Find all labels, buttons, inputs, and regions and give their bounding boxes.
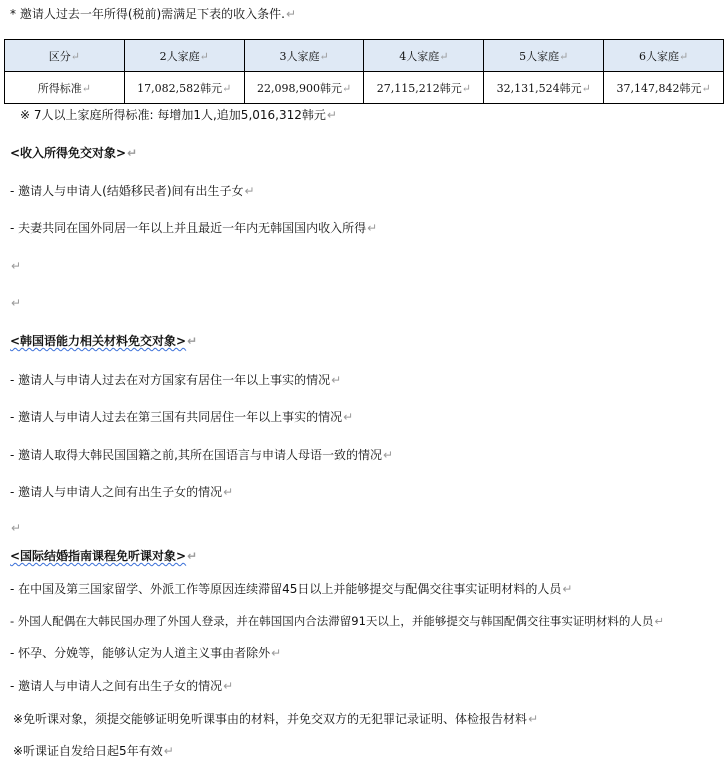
paragraph-mark: ↵ xyxy=(286,7,297,21)
section-title: <收入所得免交对象>↵ xyxy=(10,146,138,160)
table-header-cell: 5人家庭↵ xyxy=(484,40,604,72)
table-cell: 27,115,212韩元↵ xyxy=(364,72,484,104)
list-item: - 邀请人与申请人过去在第三国有共同居住一年以上事实的情况↵ xyxy=(10,410,354,424)
list-item: - 在中国及第三国家留学、外派工作等原因连续滞留45日以上并能够提交与配偶交往事实证明材料的人员↵ xyxy=(10,582,573,596)
table-cell: 17,082,582韩元↵ xyxy=(124,72,244,104)
table-cell: 所得标准↵ xyxy=(5,72,125,104)
table-cell: 22,098,900韩元↵ xyxy=(244,72,364,104)
table-header-row xyxy=(5,40,724,72)
table-cell: 32,131,524韩元↵ xyxy=(484,72,604,104)
list-item: - 邀请人取得大韩民国国籍之前,其所在国语言与申请人母语一致的情况↵ xyxy=(10,448,394,462)
section-title: <韩国语能力相关材料免交对象>↵ xyxy=(10,334,198,348)
list-item: - 邀请人与申请人之间有出生子女的情况↵ xyxy=(10,679,234,693)
list-item: - 夫妻共同在国外同居一年以上并且最近一年内无韩国国内收入所得↵ xyxy=(10,221,378,235)
income-table xyxy=(4,39,724,104)
footnote: ※听课证自发给日起5年有效↵ xyxy=(13,744,174,758)
footnote: ※免听课对象，须提交能够证明免听课事由的材料，并免交双方的无犯罪记录证明、体检报告材料↵ xyxy=(13,712,539,726)
table-header-cell: 区分↵ xyxy=(5,40,125,72)
empty-paragraph: ↵ xyxy=(11,521,22,535)
table-header-cell: 3人家庭↵ xyxy=(244,40,364,72)
list-item: - 外国人配偶在大韩民国办理了外国人登录，并在韩国国内合法滞留91天以上，并能够提交与韩国配偶交往事实证明材料的人员↵ xyxy=(10,614,665,628)
list-item: - 邀请人与申请人(结婚移民者)间有出生子女↵ xyxy=(10,184,255,198)
empty-paragraph: ↵ xyxy=(11,296,22,310)
table-cell: 37,147,842韩元↵ xyxy=(604,72,724,104)
list-item: - 邀请人与申请人之间有出生子女的情况↵ xyxy=(10,485,234,499)
intro-line xyxy=(10,6,296,22)
table-row xyxy=(5,72,724,104)
section-title: <国际结婚指南课程免听课对象>↵ xyxy=(10,549,198,563)
list-item: - 怀孕、分娩等，能够认定为人道主义事由者除外↵ xyxy=(10,646,282,660)
income-note: ※ 7人以上家庭所得标准: 每增加1人,追加5,016,312韩元↵ xyxy=(20,108,337,122)
list-item: - 邀请人与申请人过去在对方国家有居住一年以上事实的情况↵ xyxy=(10,373,342,387)
empty-paragraph: ↵ xyxy=(11,259,22,273)
table-header-cell: 2人家庭↵ xyxy=(124,40,244,72)
table-header-cell: 4人家庭↵ xyxy=(364,40,484,72)
intro-text: * 邀请人过去一年所得(税前)需满足下表的收入条件. xyxy=(10,7,285,21)
table-header-cell: 6人家庭↵ xyxy=(604,40,724,72)
